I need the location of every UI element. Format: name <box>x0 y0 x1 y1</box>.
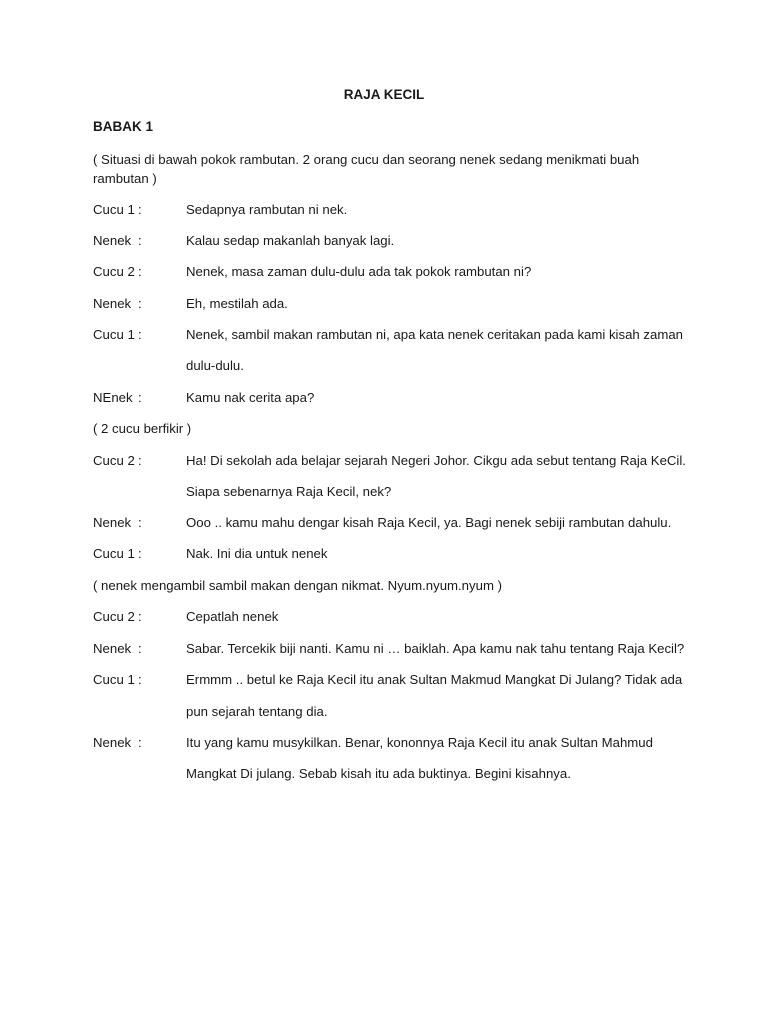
speaker-colon: : <box>138 264 142 279</box>
speaker-name: Cucu 2 <box>93 453 135 468</box>
dialogue-line: Itu yang kamu musykilkan. Benar, kononnya Raja Kecil itu anak Sultan Mahmud <box>186 735 653 750</box>
speaker-name: Nenek <box>93 515 132 530</box>
speaker-colon: : <box>138 453 142 468</box>
speaker-colon: : <box>138 672 142 687</box>
speaker-name: Cucu 1 <box>93 672 135 687</box>
speaker-name: Nenek <box>93 233 132 248</box>
speaker-colon: : <box>138 515 142 530</box>
speaker-colon: : <box>138 233 142 248</box>
speaker-colon: : <box>138 735 142 750</box>
dialogue-line: Sedapnya rambutan ni nek. <box>186 202 348 217</box>
dialogue-line: Ermmm .. betul ke Raja Kecil itu anak Sultan Makmud Mangkat Di Julang? Tidak ada <box>186 672 683 687</box>
dialogue-line: Kamu nak cerita apa? <box>186 390 315 405</box>
speaker-name: Nenek <box>93 296 132 311</box>
dialogue-line: Kalau sedap makanlah banyak lagi. <box>186 233 395 248</box>
speaker-name: Nenek <box>93 735 132 750</box>
dialogue-line: Cepatlah nenek <box>186 609 279 624</box>
speaker-name: Cucu 1 <box>93 327 135 342</box>
dialogue-line: Siapa sebenarnya Raja Kecil, nek? <box>186 484 392 499</box>
dialogue-line: Sabar. Tercekik biji nanti. Kamu ni … baiklah. Apa kamu nak tahu tentang Raja Kecil? <box>186 641 685 656</box>
stage-direction-intro-line-2: rambutan ) <box>93 171 157 186</box>
speaker-name: Nenek <box>93 641 132 656</box>
dialogue-line: Eh, mestilah ada. <box>186 296 288 311</box>
speaker-colon: : <box>138 327 142 342</box>
speaker-name: Cucu 1 <box>93 546 135 561</box>
dialogue-line: Ha! Di sekolah ada belajar sejarah Negeri Johor. Cikgu ada sebut tentang Raja KeCil. <box>186 453 686 468</box>
speaker-name: NEnek <box>93 390 133 405</box>
speaker-colon: : <box>138 641 142 656</box>
dialogue-line: Nenek, sambil makan rambutan ni, apa kata nenek ceritakan pada kami kisah zaman <box>186 327 683 342</box>
dialogue-line: Ooo .. kamu mahu dengar kisah Raja Kecil, ya. Bagi nenek sebiji rambutan dahulu. <box>186 515 672 530</box>
speaker-name: Cucu 2 <box>93 264 135 279</box>
dialogue-line: Nak. Ini dia untuk nenek <box>186 546 328 561</box>
stage-direction: ( 2 cucu berfikir ) <box>93 421 192 436</box>
dialogue-line: Nenek, masa zaman dulu-dulu ada tak pokok rambutan ni? <box>186 264 532 279</box>
speaker-name: Cucu 1 <box>93 202 135 217</box>
stage-direction-intro-line-1: ( Situasi di bawah pokok rambutan. 2 orang cucu dan seorang nenek sedang menikmati buah <box>93 152 640 167</box>
stage-direction: ( nenek mengambil sambil makan dengan nikmat. Nyum.nyum.nyum ) <box>93 578 502 593</box>
speaker-colon: : <box>138 202 142 217</box>
document-title: RAJA KECIL <box>343 87 425 102</box>
dialogue-line: Mangkat Di julang. Sebab kisah itu ada buktinya. Begini kisahnya. <box>186 766 571 781</box>
dialogue-line: dulu-dulu. <box>186 358 244 373</box>
speaker-colon: : <box>138 609 142 624</box>
speaker-colon: : <box>138 390 142 405</box>
act-heading: BABAK 1 <box>93 119 154 134</box>
speaker-colon: : <box>138 546 142 561</box>
speaker-name: Cucu 2 <box>93 609 135 624</box>
dialogue-line: pun sejarah tentang dia. <box>186 704 328 719</box>
speaker-colon: : <box>138 296 142 311</box>
